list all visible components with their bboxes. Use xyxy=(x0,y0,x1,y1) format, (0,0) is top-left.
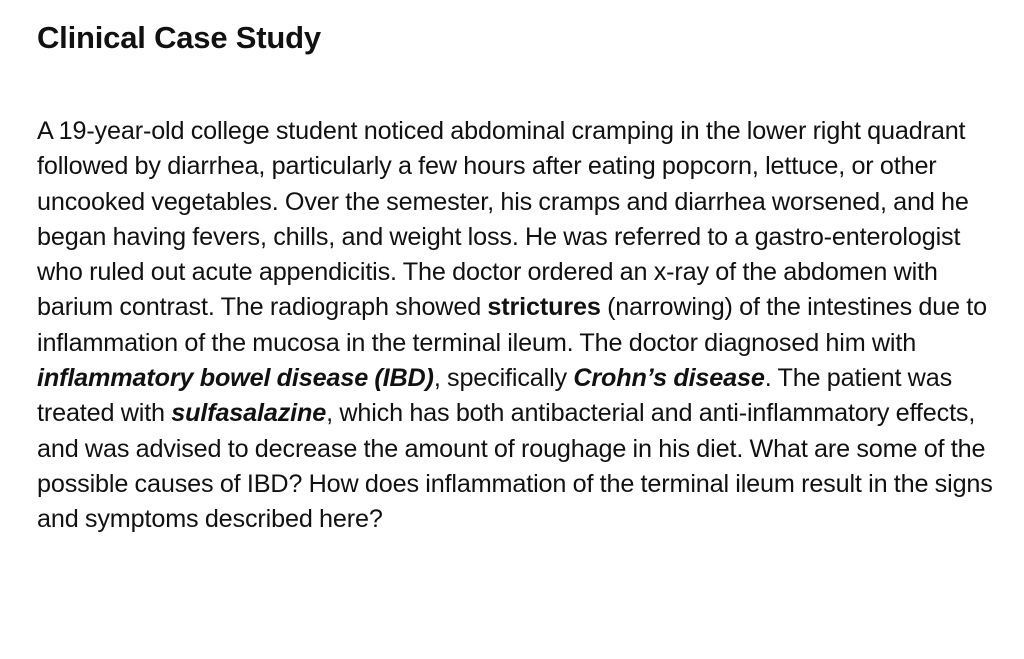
paragraph-text-1: A 19-year-old college student noticed abdominal cramping in the lower right quadrant followed by diarrhea, particularly a few hours after eating popcorn, lettuce, or other uncooked vegetables. Over the semester, his cramps and diarrhea worsened, and he began having fevers, chills, and weight loss. He was referred to a gastro-enterologist who ruled out acute appendicitis. The doctor ordered an x-ray of the abdomen with barium contrast. The radiograph showed xyxy=(37,117,969,322)
case-study-title: Clinical Case Study xyxy=(37,20,321,55)
term-crohns-disease: Crohn’s disease xyxy=(573,364,765,393)
paragraph-text-4: . The patient was treated with xyxy=(37,364,953,428)
case-study-paragraph xyxy=(37,114,994,538)
paragraph-text-3: , specifically xyxy=(433,364,574,393)
term-strictures: strictures xyxy=(487,293,601,322)
term-inflammatory-bowel-disease: inflammatory bowel disease (IBD) xyxy=(37,364,434,393)
paragraph-text-2: (narrowing) of the intestines due to inflammation of the mucosa in the terminal ileum. The doctor diagnosed him with xyxy=(37,293,987,357)
term-sulfasalazine: sulfasalazine xyxy=(171,399,327,428)
paragraph-text-5: , which has both antibacterial and anti-inflammatory effects, and was advised to decrease the amount of roughage in his diet. What are some of the possible causes of IBD? How does inflammation of the terminal ileum result in the signs and symptoms described here? xyxy=(37,399,993,534)
